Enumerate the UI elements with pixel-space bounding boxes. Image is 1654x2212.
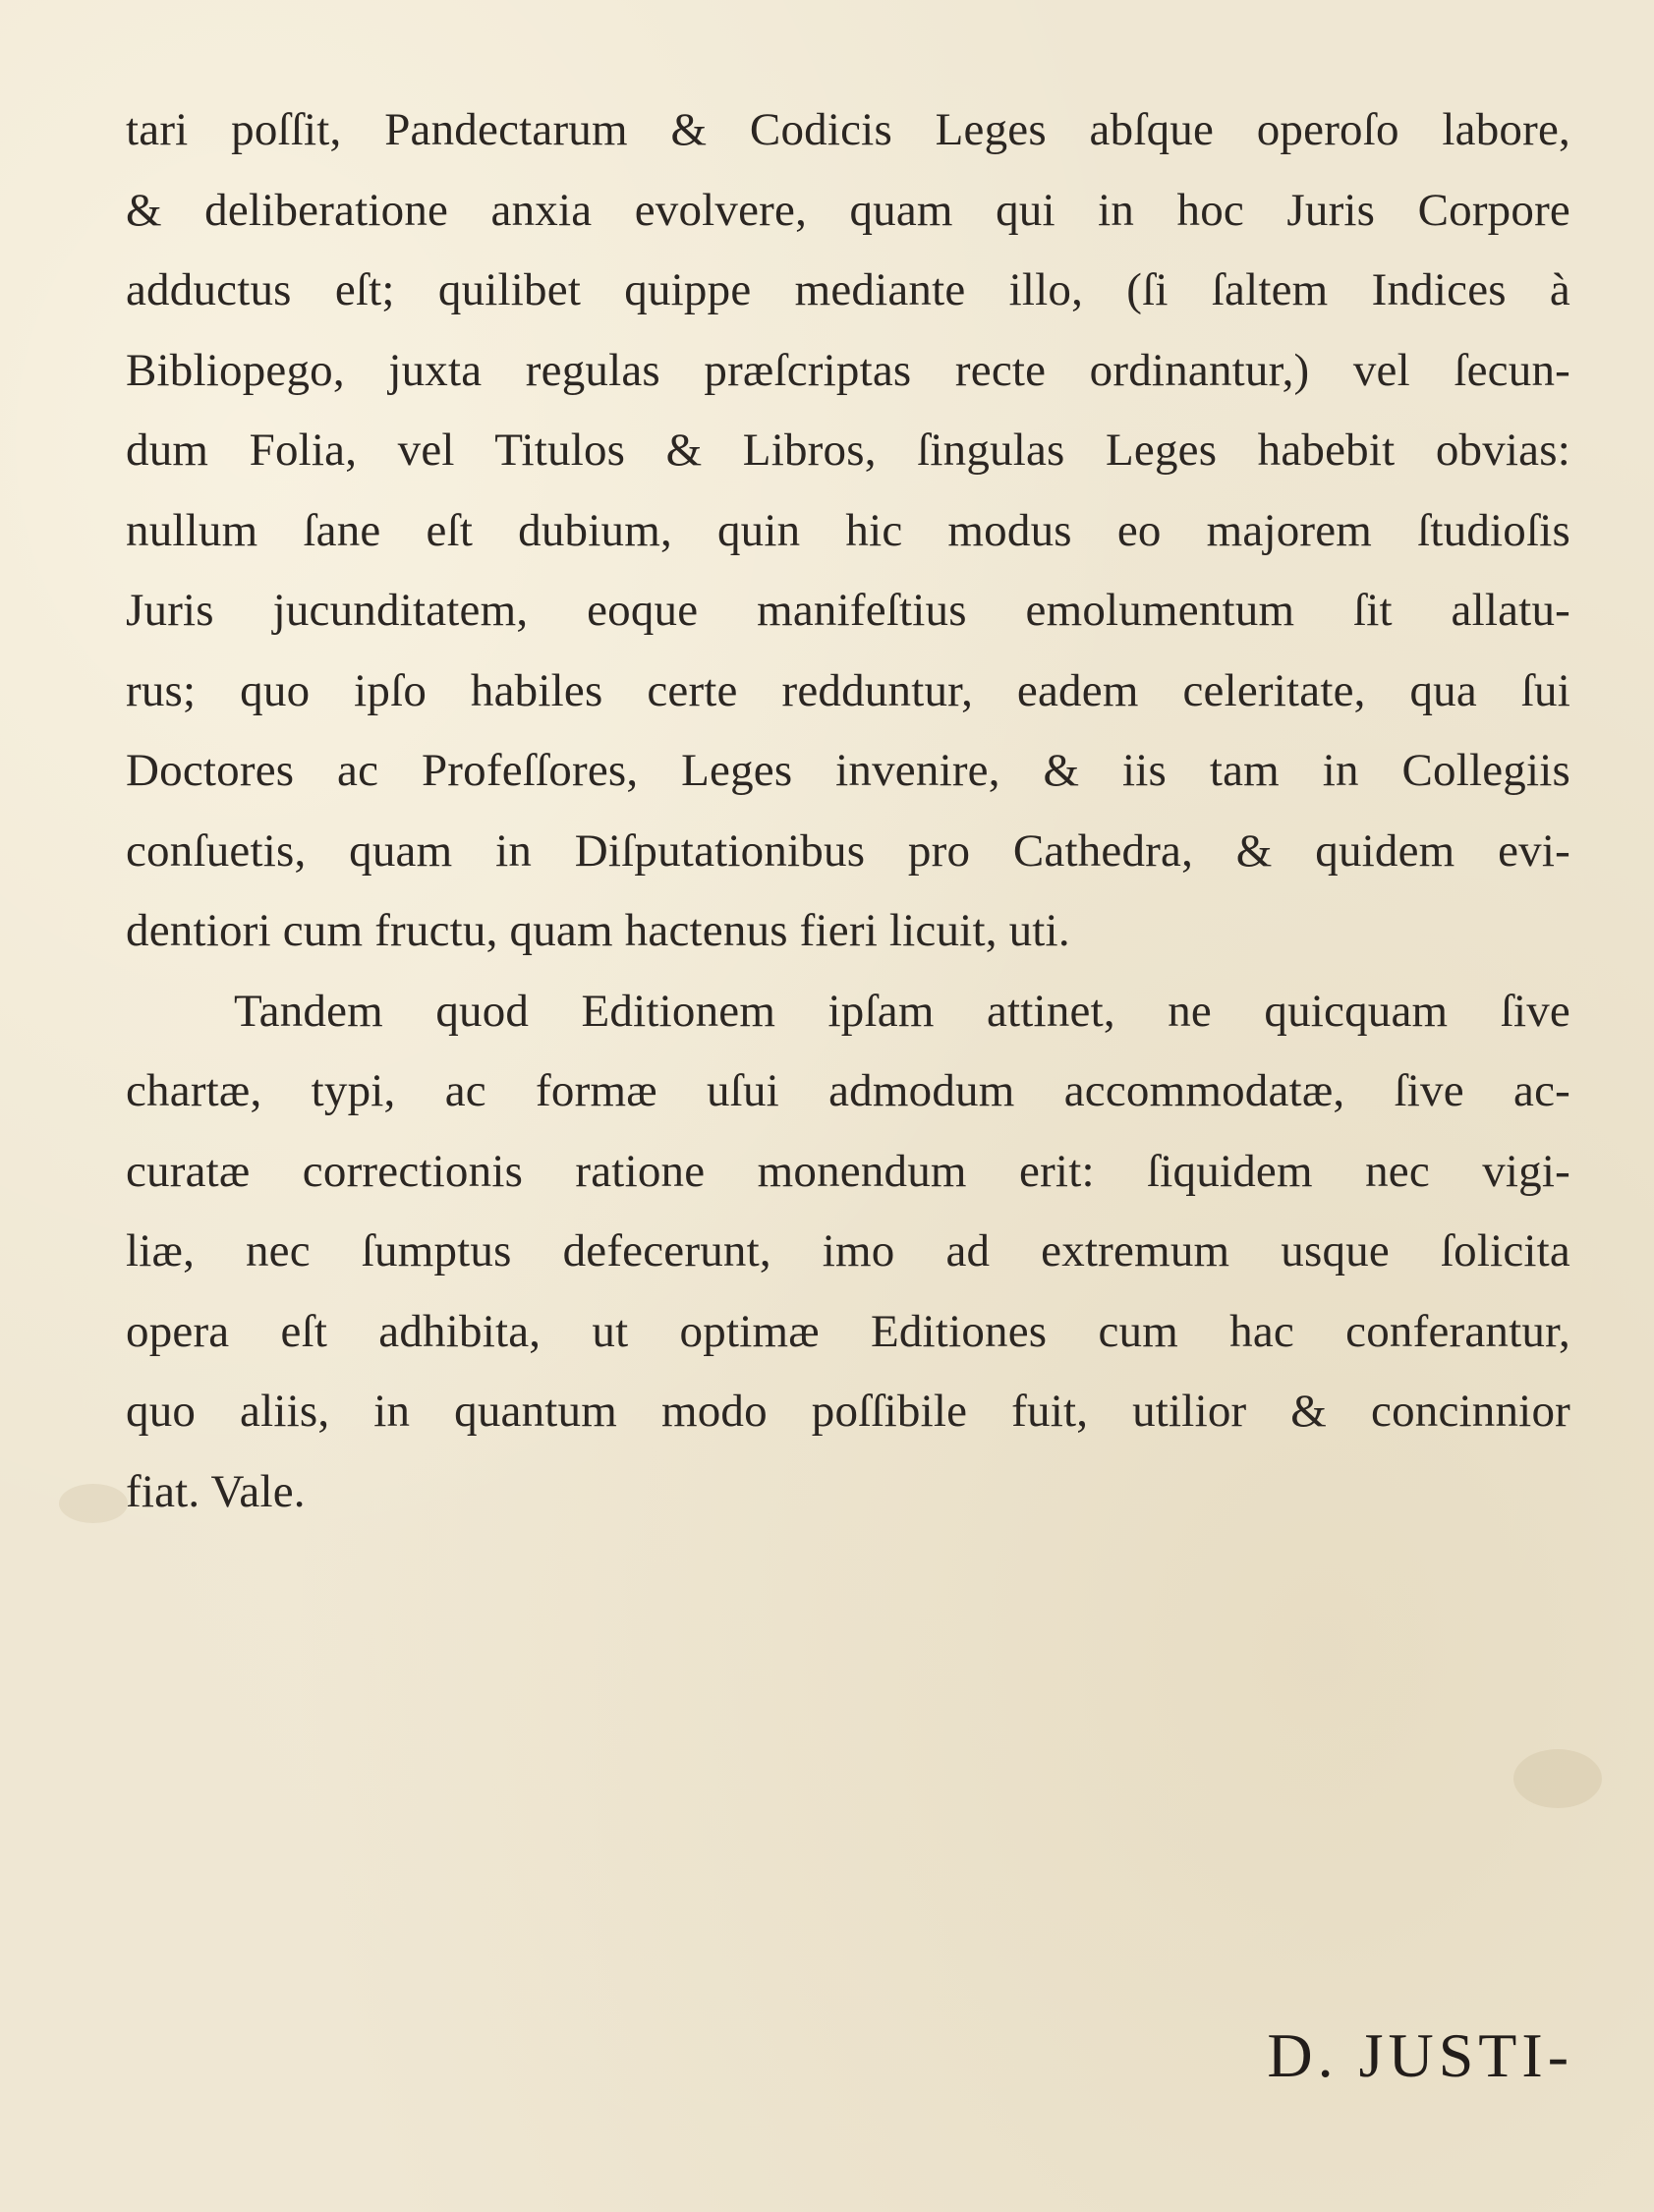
- paragraph-first-line: Tandem quod Editionem ipſam attinet, ne quicquam ſive: [234, 985, 1570, 1037]
- text-line: tari poſſit, Pandectarum & Codicis Leges abſque operoſo labore,: [126, 104, 1570, 155]
- text-line: chartæ, typi, ac formæ uſui admodum accommodatæ, ſive ac-: [126, 1065, 1570, 1116]
- text-line: quo aliis, in quantum modo poſſibile fuit, utilior & concinnior: [126, 1386, 1570, 1437]
- text-line: Juris jucunditatem, eoque manifeſtius emolumentum ſit allatu-: [126, 585, 1570, 636]
- text-line: rus; quo ipſo habiles certe redduntur, eadem celeritate, qua ſui: [126, 664, 1570, 716]
- paper-stain: [59, 1484, 128, 1523]
- paper-stain: [1513, 1749, 1602, 1808]
- text-line: opera eſt adhibita, ut optimæ Editiones cum hac conferantur,: [126, 1305, 1570, 1357]
- text-line: curatæ correctionis ratione monendum erit: ſiquidem nec vigi-: [126, 1145, 1570, 1197]
- text-line: dum Folia, vel Titulos & Libros, ſingulas Leges habebit obvias:: [126, 425, 1570, 476]
- text-line: nullum ſane eſt dubium, quin hic modus eo majorem ſtudioſis: [126, 504, 1570, 556]
- text-line: adductus eſt; quilibet quippe mediante illo, (ſi ſaltem Indices à: [126, 264, 1570, 315]
- body-text: [126, 90, 1570, 1532]
- text-line: Doctores ac Profeſſores, Leges invenire, & iis tam in Collegiis: [126, 745, 1570, 796]
- text-line: liæ, nec ſumptus defecerunt, imo ad extremum usque ſolicita: [126, 1225, 1570, 1276]
- text-line: & deliberatione anxia evolvere, quam qui in hoc Juris Corpore: [126, 184, 1570, 236]
- text-line: conſuetis, quam in Diſputationibus pro Cathedra, & quidem evi-: [126, 824, 1570, 877]
- text-line: Bibliopego, juxta regulas præſcriptas recte ordinantur,) vel ſecun-: [126, 344, 1570, 396]
- text-line: dentiori cum fructu, quam hactenus fieri licuit, uti.: [126, 905, 1070, 956]
- text-line: fiat. Vale.: [126, 1465, 306, 1517]
- catchword: D. JUSTI-: [1267, 2020, 1573, 2090]
